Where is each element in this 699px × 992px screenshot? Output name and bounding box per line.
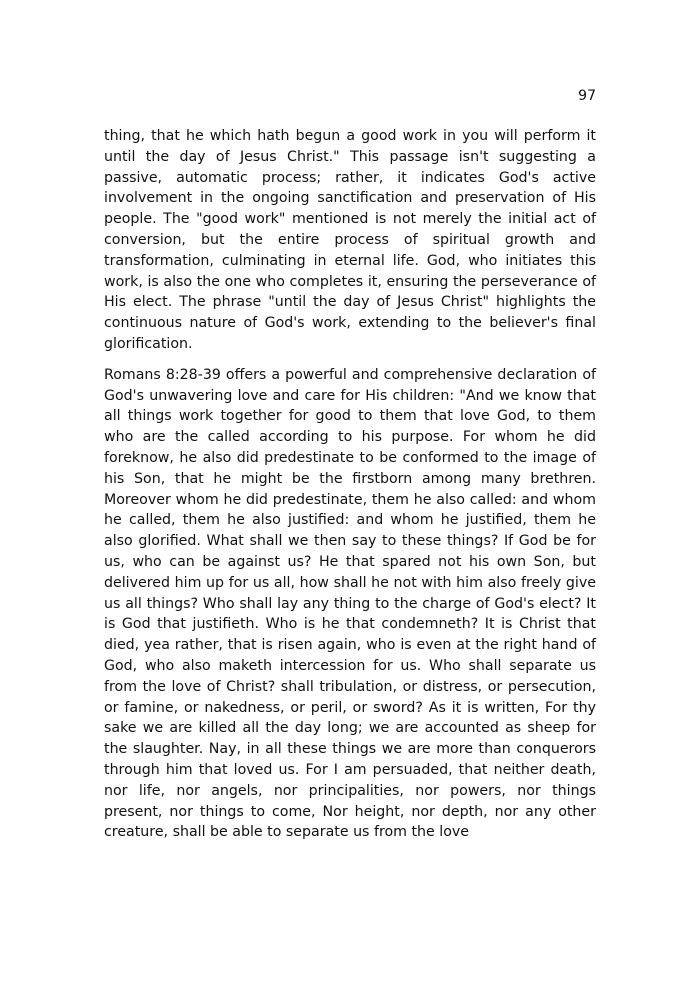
page-body xyxy=(104,126,596,853)
paragraph-romans-8: Romans 8:28-39 offers a powerful and comprehensive declaration of God's unwavering love and care for His children: "And we know that all things work together for good to them that love God, to them who are the called according to his purpose. For whom he did foreknow, he also did predestinate to be conformed to the image of his Son, that he might be the firstborn among many brethren. Moreover whom he did predestinate, them he also called: and whom he called, them he also justified: and whom he justified, them he also glorified. What shall we then say to these things? If God be for us, who can be against us? He that spared not his own Son, but delivered him up for us all, how shall he not with him also freely give us all things? Who shall lay any thing to the charge of God's elect? It is God that justifieth. Who is he that condemneth? It is Christ that died, yea rather, that is risen again, who is even at the right hand of God, who also maketh intercession for us. Who shall separate us from the love of Christ? shall tribulation, or distress, or persecution, or famine, or nakedness, or peril, or sword? As it is written, For thy sake we are killed all the day long; we are accounted as sheep for the slaughter. Nay, in all these things we are more than conquerors through him that loved us. For I am persuaded, that neither death, nor life, nor angels, nor principalities, nor powers, nor things present, nor things to come, Nor height, nor depth, nor any other creature, shall be able to separate us from the love xyxy=(104,366,596,841)
paragraph-philippians-commentary: thing, that he which hath begun a good work in you will perform it until the day of Jesus Christ." This passage isn't suggesting a passive, automatic process; rather, it indicates God's active involvement in the ongoing sanctification and preservation of His people. The "good work" mentioned is not merely the initial act of conversion, but the entire process of spiritual growth and transformation, culminating in eternal life. God, who initiates this work, is also the one who completes it, ensuring the perseverance of His elect. The phrase "until the day of Jesus Christ" highlights the continuous nature of God's work, extending to the believer's final glorification. xyxy=(104,128,596,352)
page-number: 97 xyxy=(578,88,596,104)
